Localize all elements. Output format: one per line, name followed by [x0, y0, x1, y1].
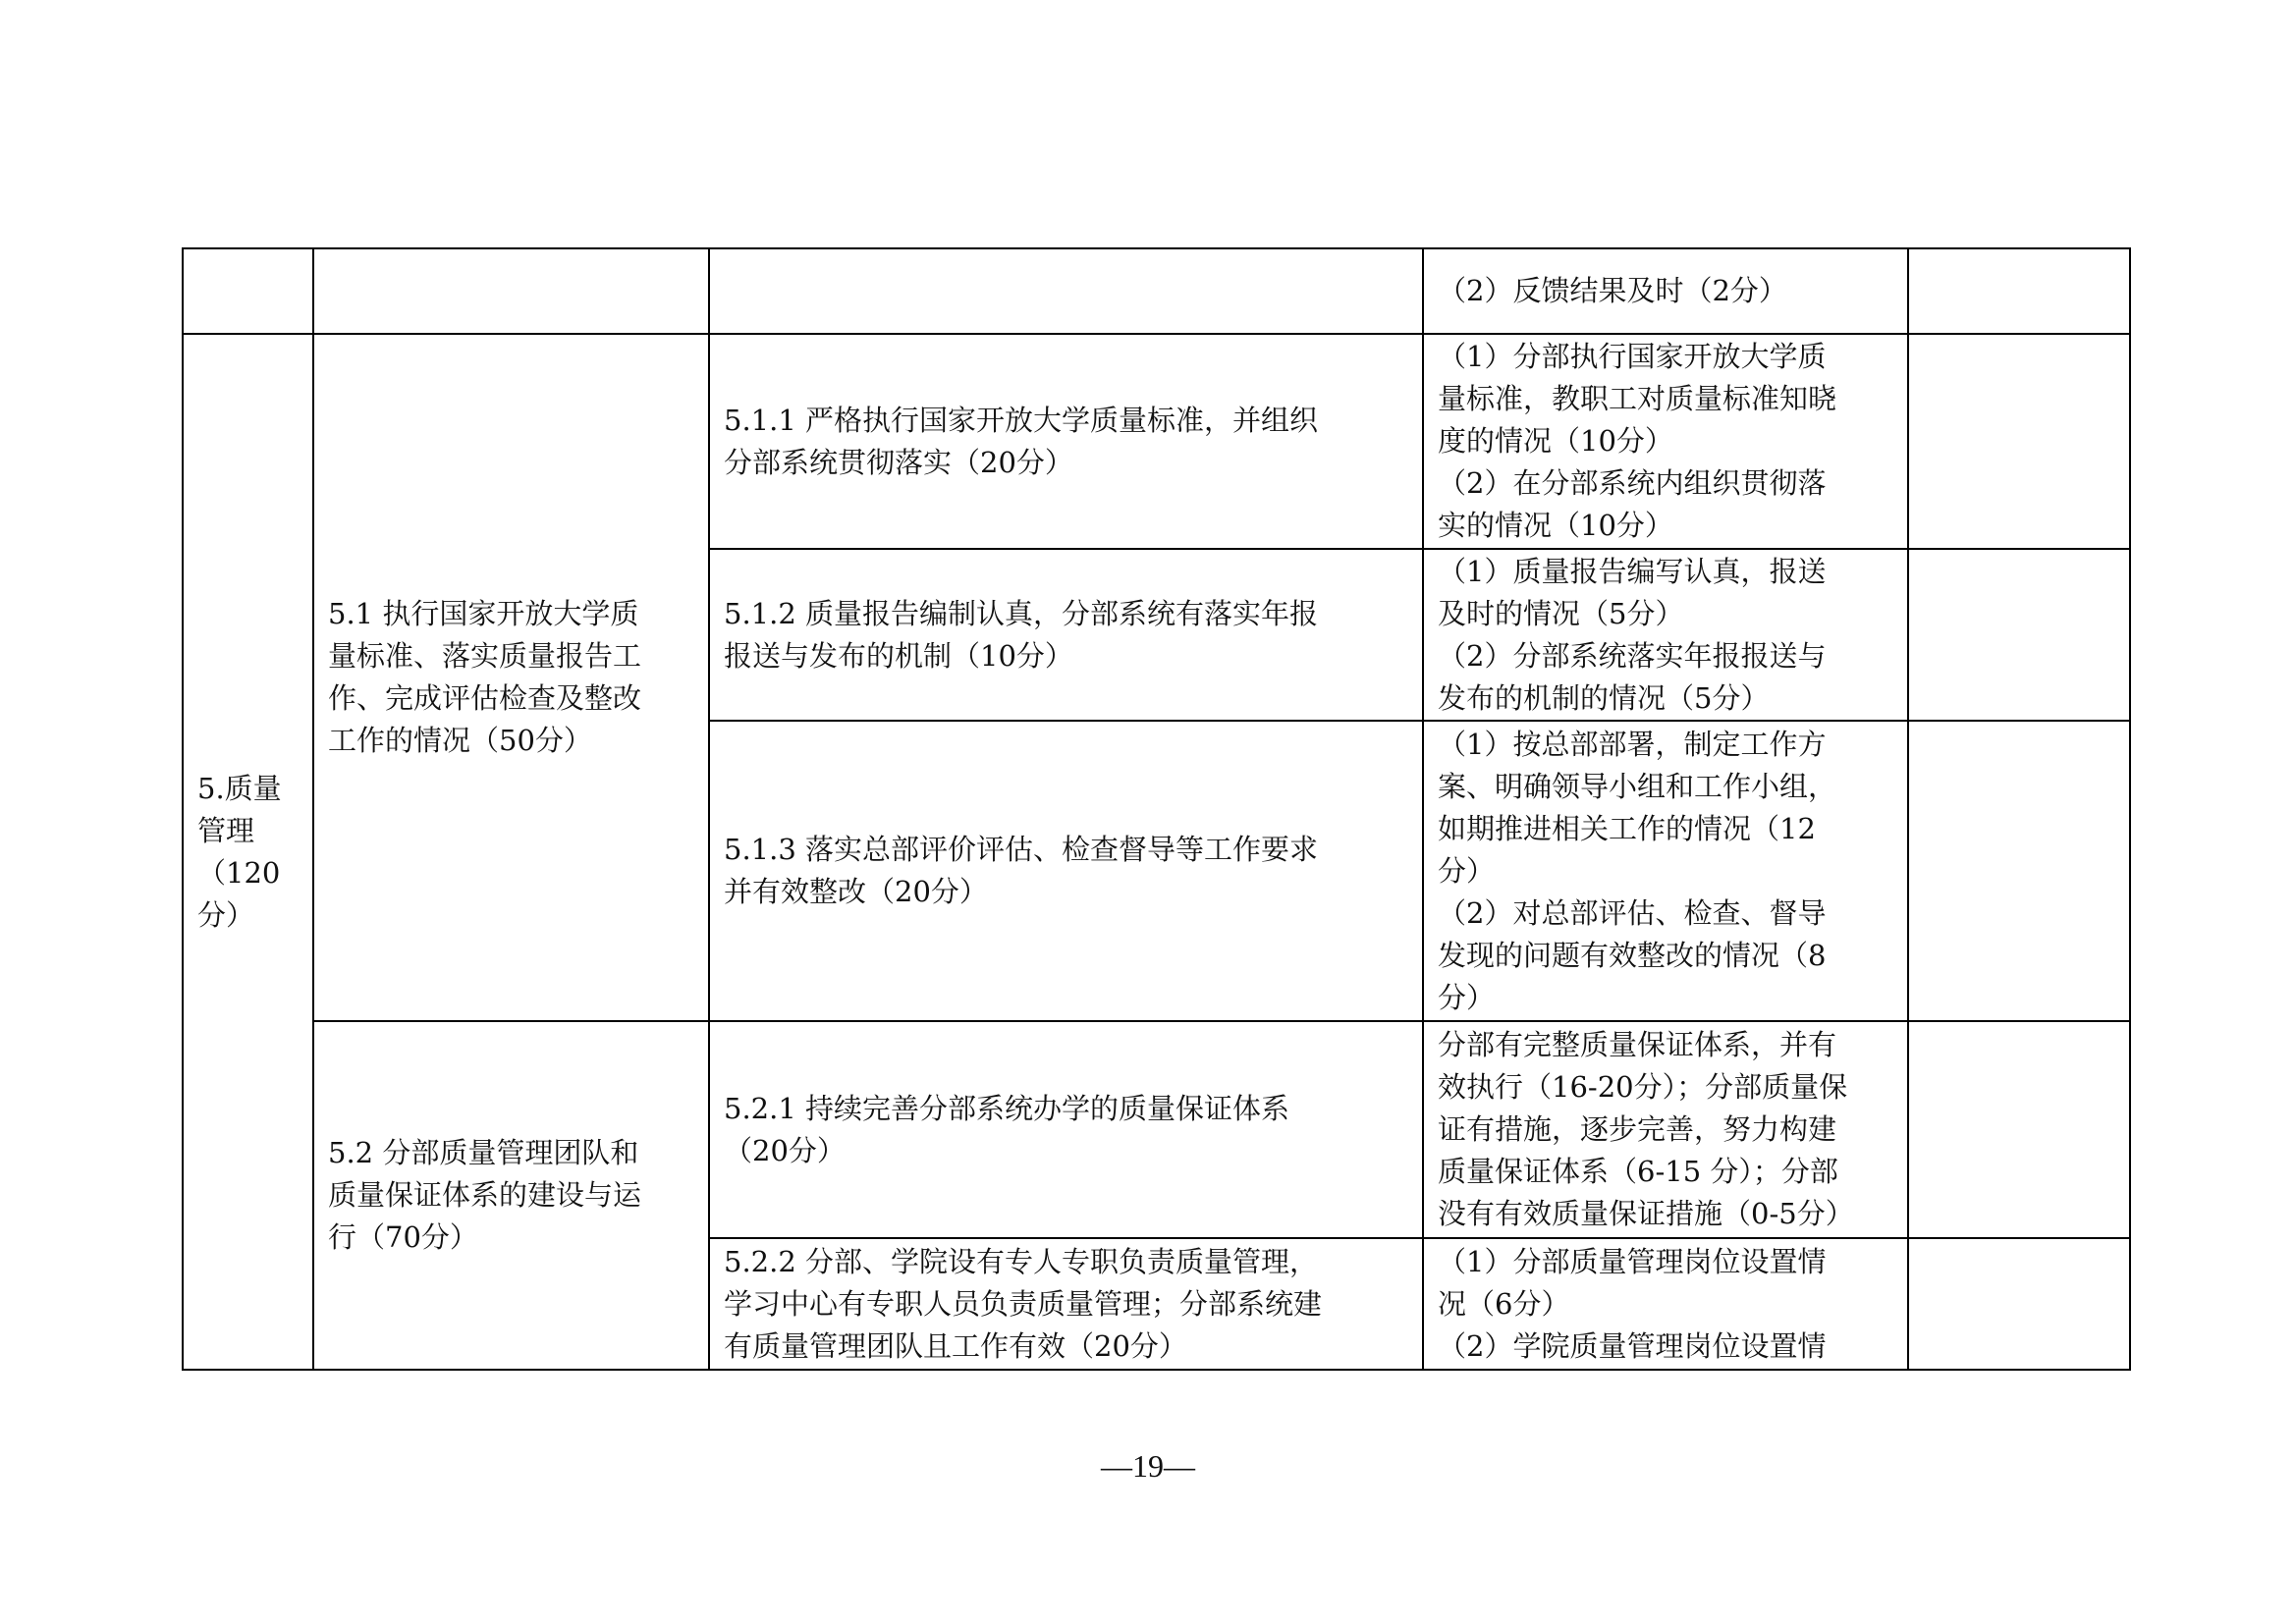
- item-line: （20分）: [724, 1133, 846, 1167]
- item-line: 5.1.3 落实总部评价评估、检查督导等工作要求: [724, 833, 1319, 866]
- criteria-line: 及时的情况（5分）: [1438, 596, 1684, 630]
- criteria-line: （1）分部执行国家开放大学质: [1438, 340, 1827, 373]
- page-number: —19—: [1101, 1448, 1195, 1484]
- item-cell: [709, 334, 1423, 549]
- category-line: 管理: [197, 813, 255, 847]
- criteria-line: 分部有完整质量保证体系，并有: [1438, 1028, 1837, 1061]
- criteria-line: 分）: [1438, 853, 1496, 888]
- criteria-cell: [1423, 1021, 1908, 1238]
- item-cell: [709, 248, 1423, 334]
- criteria-cell: [1423, 721, 1908, 1021]
- criteria-line: 效执行（16-20分）；分部质量保: [1438, 1070, 1848, 1104]
- score-cell: [1908, 248, 2130, 334]
- criteria-line: 量标准，教职工对质量标准知晓: [1438, 382, 1837, 415]
- criteria-line: 实的情况（10分）: [1438, 509, 1673, 542]
- criteria-cell: [1423, 549, 1908, 721]
- criteria-line: 没有有效质量保证措施（0-5分）: [1438, 1197, 1854, 1230]
- item-line: 并有效整改（20分）: [724, 875, 988, 908]
- subcategory-cell: [313, 334, 709, 1021]
- subcategory-cell: [313, 248, 709, 334]
- category-line: 分）: [197, 897, 255, 932]
- criteria-cell: [1423, 248, 1908, 334]
- category-cell: [183, 248, 313, 334]
- item-cell: [709, 549, 1423, 721]
- table-row: [183, 1021, 2130, 1238]
- item-line: 5.1.2 质量报告编制认真，分部系统有落实年报: [724, 596, 1319, 630]
- item-cell: [709, 1238, 1423, 1370]
- criteria-line: （1）质量报告编写认真，报送: [1438, 554, 1827, 588]
- item-line: 5.2.2 分部、学院设有专人专职负责质量管理，: [724, 1244, 1319, 1278]
- subcategory-line: 工作的情况（50分）: [328, 724, 592, 757]
- criteria-line: 分）: [1438, 980, 1496, 1014]
- criteria-line: （2）学院质量管理岗位设置情: [1438, 1328, 1827, 1363]
- category-line: 5.质量: [197, 771, 282, 805]
- item-cell: [709, 721, 1423, 1021]
- item-line: 分部系统贯彻落实（20分）: [724, 445, 1073, 479]
- subcategory-line: 质量保证体系的建设与运: [328, 1178, 642, 1212]
- subcategory-line: 5.2 分部质量管理团队和: [328, 1136, 639, 1169]
- criteria-line: （2）对总部评估、检查、督导: [1438, 895, 1827, 930]
- criteria-line: （2）分部系统落实年报报送与: [1438, 638, 1827, 673]
- category-line: （120: [197, 855, 281, 890]
- item-cell: [709, 1021, 1423, 1238]
- evaluation-table: [182, 247, 2131, 1371]
- item-line: 报送与发布的机制（10分）: [724, 638, 1073, 673]
- criteria-line: （1）按总部部署，制定工作方: [1438, 727, 1827, 761]
- subcategory-line: 行（70分）: [328, 1220, 478, 1254]
- criteria-line: 案、明确领导小组和工作小组，: [1438, 769, 1837, 803]
- score-cell: [1908, 721, 2130, 1021]
- criteria-line: 况（6分）: [1438, 1286, 1570, 1321]
- criteria-line: （2）反馈结果及时（2分）: [1438, 274, 1787, 307]
- item-line: 有质量管理团队且工作有效（20分）: [724, 1328, 1187, 1363]
- subcategory-line: 作、完成评估检查及整改: [328, 681, 642, 715]
- score-cell: [1908, 1021, 2130, 1238]
- score-cell: [1908, 1238, 2130, 1370]
- table-row: [183, 334, 2130, 549]
- subcategory-cell: [313, 1021, 709, 1370]
- criteria-line: 度的情况（10分）: [1438, 424, 1673, 458]
- criteria-line: 发现的问题有效整改的情况（8: [1438, 938, 1827, 972]
- criteria-line: 证有措施，逐步完善，努力构建: [1438, 1112, 1837, 1146]
- criteria-line: 发布的机制的情况（5分）: [1438, 680, 1770, 715]
- category-cell: [183, 334, 313, 1370]
- score-cell: [1908, 334, 2130, 549]
- criteria-line: 如期推进相关工作的情况（12: [1438, 811, 1816, 845]
- item-line: 学习中心有专职人员负责质量管理；分部系统建: [724, 1286, 1323, 1321]
- score-cell: [1908, 549, 2130, 721]
- criteria-cell: [1423, 334, 1908, 549]
- item-line: 5.1.1 严格执行国家开放大学质量标准，并组织: [724, 403, 1319, 437]
- item-line: 5.2.1 持续完善分部系统办学的质量保证体系: [724, 1091, 1290, 1125]
- criteria-line: （2）在分部系统内组织贯彻落: [1438, 466, 1827, 500]
- criteria-line: （1）分部质量管理岗位设置情: [1438, 1244, 1827, 1278]
- subcategory-line: 5.1 执行国家开放大学质: [328, 597, 639, 630]
- subcategory-line: 量标准、落实质量报告工: [328, 639, 642, 673]
- criteria-line: 质量保证体系（6-15 分）；分部: [1438, 1155, 1838, 1188]
- criteria-cell: [1423, 1238, 1908, 1370]
- table-row: [183, 248, 2130, 334]
